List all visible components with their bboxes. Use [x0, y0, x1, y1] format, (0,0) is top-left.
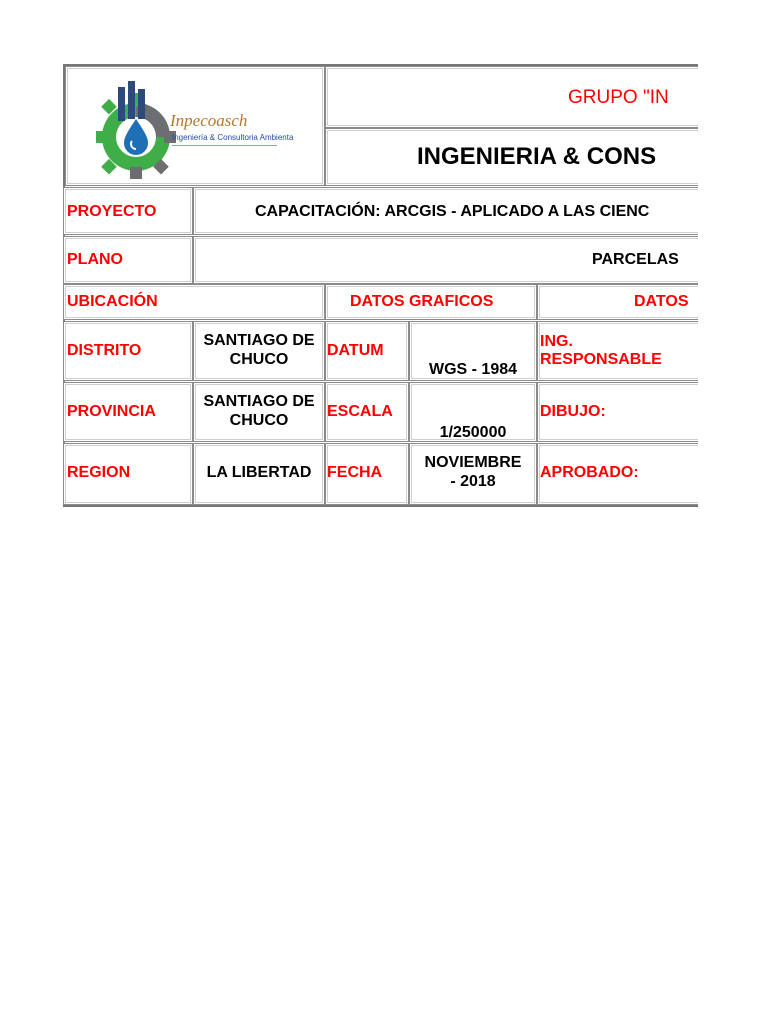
- company-title-cell: [325, 128, 698, 186]
- escala-label-cell: [325, 382, 409, 442]
- escala-label: ESCALA: [327, 403, 393, 420]
- region-value: LA LIBERTAD: [206, 464, 312, 481]
- plano-value: PARCELAS: [592, 251, 679, 268]
- proyecto-value: CAPACITACIÓN: ARCGIS - APLICADO A LAS CIENC: [255, 203, 650, 220]
- datos-graficos-header: DATOS GRAFICOS: [350, 293, 494, 310]
- dibujo-label: DIBUJO:: [540, 403, 606, 420]
- ubicacion-header-cell: [63, 284, 325, 320]
- plano-label-cell: [63, 236, 193, 284]
- ubicacion-header: UBICACIÓN: [67, 293, 158, 310]
- proyecto-value-cell: [193, 187, 698, 235]
- datum-value: WGS - 1984: [428, 361, 518, 378]
- region-label-cell: [63, 443, 193, 505]
- dibujo-cell: [537, 382, 698, 442]
- logo-cell: [65, 66, 325, 186]
- logo-name: Inpecoasch: [170, 111, 248, 130]
- chimney-icon: [118, 87, 125, 121]
- ing-label-line2: RESPONSABLE: [540, 351, 662, 368]
- region-value-cell: [193, 443, 325, 505]
- provincia-label-cell: [63, 382, 193, 442]
- datum-label-cell: [325, 321, 409, 381]
- ing-label-line1: ING.: [540, 333, 573, 350]
- fecha-value-cell: [409, 443, 537, 505]
- provincia-value-cell: [193, 382, 325, 442]
- distrito-label-cell: [63, 321, 193, 381]
- ing-responsable-cell: [537, 321, 698, 381]
- title-block-sheet: [63, 64, 698, 507]
- provincia-value-line1: SANTIAGO DE: [203, 393, 315, 410]
- group-title: GRUPO "IN: [568, 87, 669, 108]
- escala-value: 1/250000: [439, 424, 507, 441]
- aprobado-label: APROBADO:: [540, 464, 639, 481]
- plano-value-cell: [193, 236, 698, 284]
- distrito-value-line2: CHUCO: [229, 351, 289, 368]
- provincia-label: PROVINCIA: [67, 403, 156, 420]
- fecha-label: FECHA: [327, 464, 383, 481]
- fecha-value-line1: NOVIEMBRE: [424, 454, 522, 471]
- escala-value-cell: [409, 382, 537, 442]
- distrito-value-cell: [193, 321, 325, 381]
- region-label: REGION: [67, 464, 131, 481]
- datum-value-cell: [409, 321, 537, 381]
- distrito-label: DISTRITO: [67, 342, 142, 359]
- proyecto-label: PROYECTO: [67, 203, 157, 220]
- datos-header-cell: [537, 284, 698, 320]
- aprobado-cell: [537, 443, 698, 505]
- plano-label: PLANO: [67, 251, 123, 268]
- logo-tagline: Ingeniería & Consultoria Ambienta: [172, 133, 294, 142]
- datos-header: DATOS: [634, 293, 689, 310]
- fecha-label-cell: [325, 443, 409, 505]
- datos-graficos-header-cell: [325, 284, 537, 320]
- group-title-cell: [325, 66, 698, 128]
- distrito-value-line1: SANTIAGO DE: [203, 332, 315, 349]
- logo-underline: [172, 145, 277, 146]
- company-title: INGENIERIA & CONS: [417, 143, 657, 170]
- proyecto-label-cell: [63, 187, 193, 235]
- fecha-value-line2: - 2018: [450, 473, 496, 490]
- provincia-value-line2: CHUCO: [229, 412, 289, 429]
- datum-label: DATUM: [327, 342, 384, 359]
